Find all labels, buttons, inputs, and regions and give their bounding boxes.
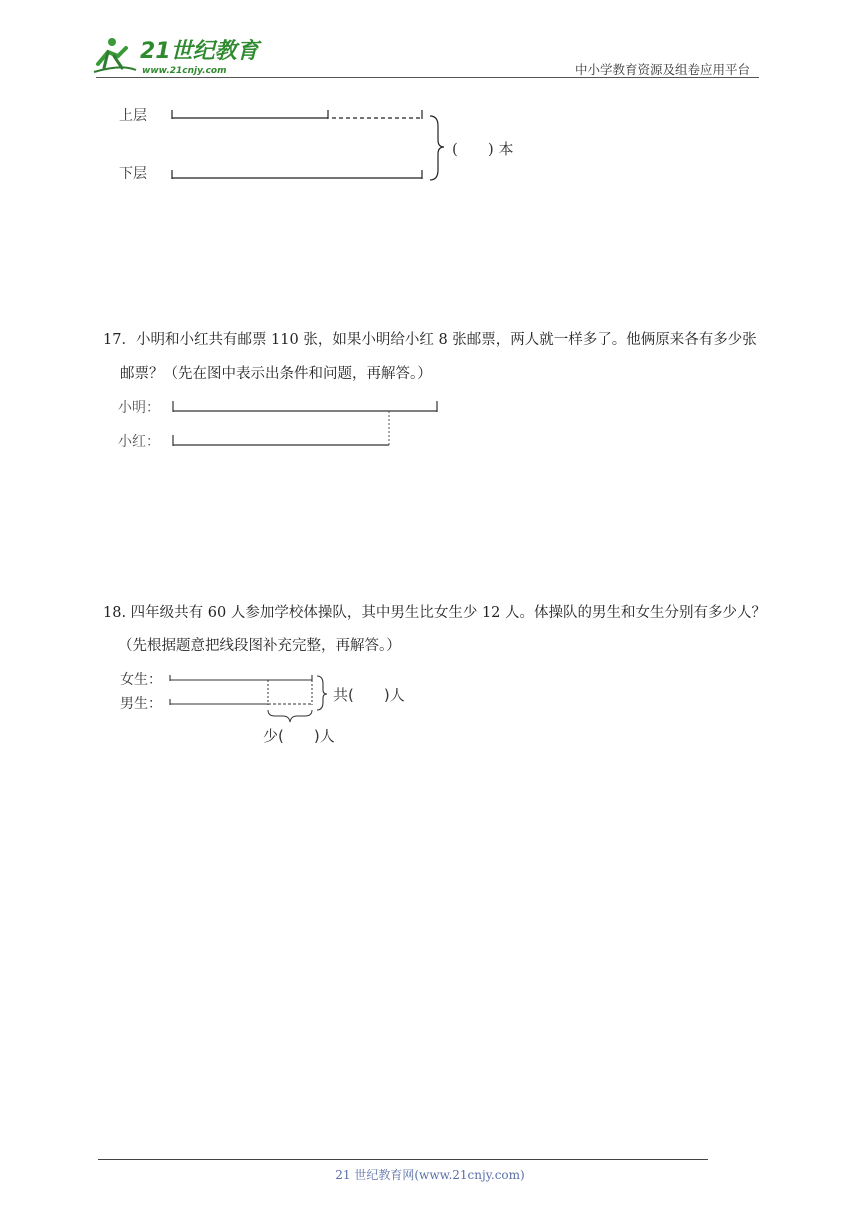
footer-divider: [98, 1159, 708, 1160]
lower-layer-label: 下层: [119, 166, 147, 182]
total-brace: [317, 676, 327, 710]
logo-url: www.21cnjy.com: [142, 66, 227, 76]
segment-diagram-18: [165, 670, 335, 725]
segment-diagram-16: [160, 100, 460, 190]
segment-diagram-17: [165, 395, 455, 455]
boys-label: 男生：: [120, 696, 162, 712]
total-people-blank: 共( )人: [333, 686, 405, 704]
logo-text: 21世纪教育: [140, 39, 259, 64]
header-platform-text: 中小学教育资源及组卷应用平台: [575, 62, 751, 77]
xiaoming-label: 小明：: [118, 400, 160, 416]
header-divider: [96, 77, 759, 78]
question-18-line1: 18. 四年级共有 60 人参加学校体操队，其中男生比女生少 12 人。体操队的男生和女生分别有多少人？: [103, 605, 767, 621]
less-people-blank: 少( )人: [263, 727, 335, 745]
right-brace: [430, 116, 444, 180]
question-17-line1: 17．小明和小红共有邮票 110 张，如果小明给小红 8 张邮票，两人就一样多了。他俩原来各有多少张: [103, 332, 757, 348]
girls-label: 女生：: [120, 672, 162, 688]
question-18-line2: （先根据题意把线段图补充完整，再解答。）: [118, 638, 401, 654]
answer-books-blank: ( ) 本: [452, 140, 514, 158]
site-logo: [92, 34, 262, 78]
runner-icon: [94, 38, 136, 72]
upper-layer-label: 上层: [119, 108, 147, 124]
xiaohong-label: 小红：: [118, 434, 160, 450]
less-brace: [268, 710, 312, 722]
footer-site-text: 21 世纪教育网(www.21cnjy.com): [335, 1168, 525, 1182]
question-17-line2: 邮票？（先在图中表示出条件和问题，再解答。）: [120, 366, 432, 382]
